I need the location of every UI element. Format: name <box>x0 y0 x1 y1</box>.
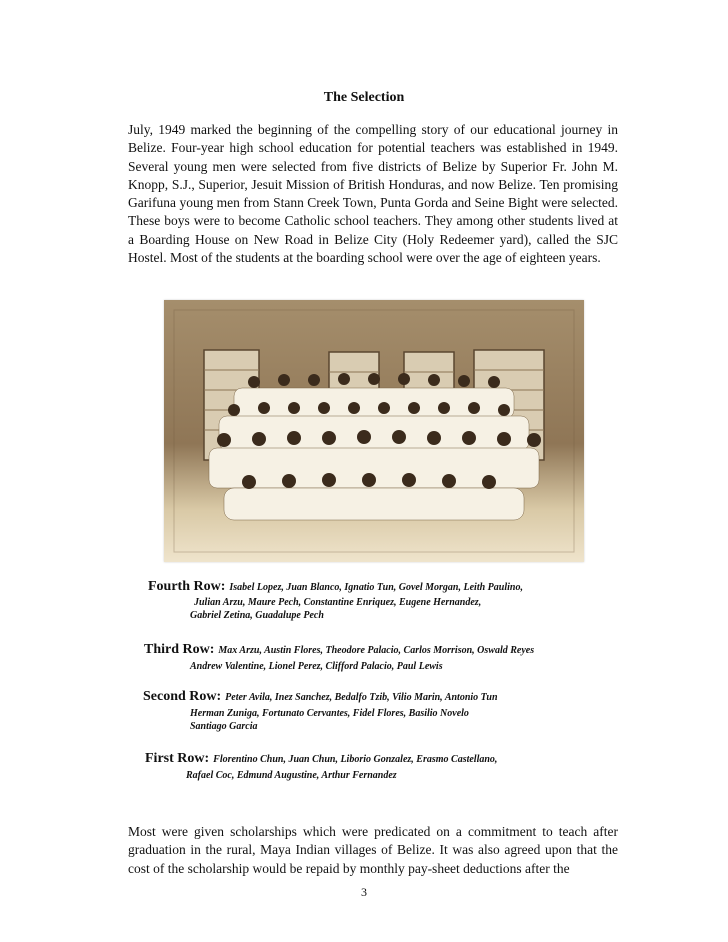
row-label: Second Row: <box>143 689 222 704</box>
row-label: First Row: <box>145 751 210 766</box>
row-names: Florentino Chun, Juan Chun, Liborio Gonzalez, Erasmo Castellano, <box>213 754 498 765</box>
intro-paragraph: July, 1949 marked the beginning of the compelling story of our educational journey in Belize. Four-year high school education for potential teachers was established in 1949. Several young men were selected from five districts of Belize by Superior Fr. John M. Knopp, S.J., Superior, Jesuit Mission of British Honduras, and now Belize. Ten promising Garifuna young men from Stann Creek Town, Punta Gorda and Seine Bight were selected. These boys were to become Catholic school teachers. They among other students lived at a Boarding House on New Road in Belize City (Holy Redeemer yard), called the SJC Hostel. Most of the students at the boarding school were over the age of eighteen years. <box>128 122 618 266</box>
row-names: Peter Avila, Inez Sanchez, Bedalfo Tzib, Vilio Marin, Antonio Tun <box>225 692 498 703</box>
caption-third-row <box>0 640 728 672</box>
row-names: Max Arzu, Austin Flores, Theodore Palacio, Carlos Morrison, Oswald Reyes <box>218 645 535 656</box>
row-names: Julian Arzu, Maure Pech, Constantine Enriquez, Eugene Hernandez, <box>194 597 482 608</box>
row-names: Rafael Coc, Edmund Augustine, Arthur Fernandez <box>186 770 397 781</box>
scholarship-paragraph: Most were given scholarships which were predicated on a commitment to teach after graduation in the rural, Maya Indian villages of Belize. It was also agreed upon that the cost of the scholarship would be repaid by monthly pay-sheet deductions after the <box>128 824 618 876</box>
row-names: Andrew Valentine, Lionel Perez, Clifford Palacio, Paul Lewis <box>190 661 443 672</box>
class-photo-image <box>164 300 584 562</box>
row-names: Herman Zuniga, Fortunato Cervantes, Fidel Flores, Basilio Novelo <box>190 708 469 719</box>
row-label: Third Row: <box>144 642 215 657</box>
row-names: Isabel Lopez, Juan Blanco, Ignatio Tun, Govel Morgan, Leith Paulino, <box>229 582 523 593</box>
row-names: Santiago Garcia <box>190 721 258 732</box>
caption-second-row <box>0 687 728 732</box>
row-names: Gabriel Zetina, Guadalupe Pech <box>190 610 324 621</box>
row-label: Fourth Row: <box>148 579 226 594</box>
caption-fourth-row <box>0 577 728 621</box>
page-title: The Selection <box>323 90 405 105</box>
page-number: 3 <box>361 885 367 899</box>
class-photo <box>164 300 584 562</box>
caption-first-row <box>0 749 728 781</box>
